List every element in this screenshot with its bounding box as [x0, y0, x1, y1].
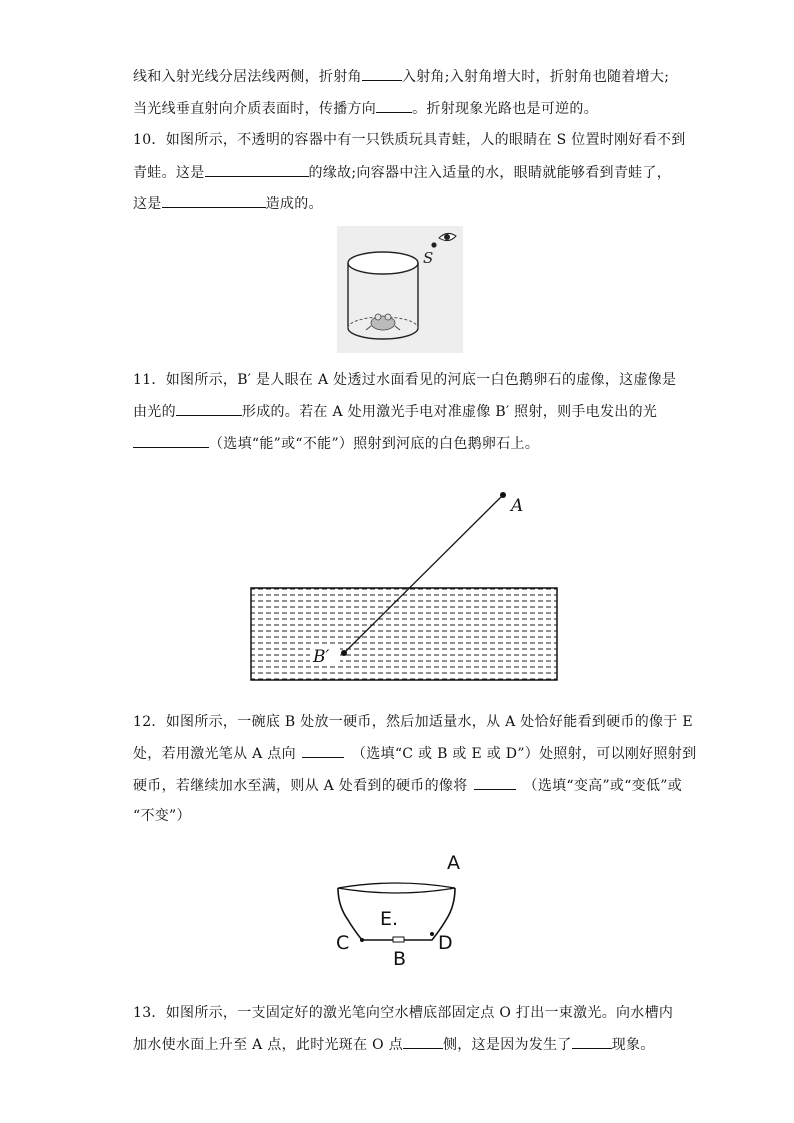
point-d-label: D — [438, 932, 453, 954]
point-a-label: A — [511, 496, 524, 516]
answer-blank[interactable] — [176, 401, 242, 416]
answer-blank[interactable] — [572, 1034, 612, 1049]
point-s-label: S — [423, 249, 434, 267]
q11-line-2 — [133, 401, 657, 422]
point-b-prime-label: B′ — [313, 647, 330, 667]
q10-text: 造成的。 — [265, 196, 323, 212]
q10-text: 的缘故;向容器中注入适量的水，眼睛就能够看到青蛙了， — [308, 165, 672, 181]
q9-text: 线和入射光线分居法线两侧，折射角 — [133, 69, 362, 85]
q10-text: 这是 — [133, 196, 162, 212]
q9-text: 入射角;入射角增大时，折射角也随着增大; — [401, 69, 670, 85]
answer-blank[interactable] — [205, 162, 309, 177]
point-a — [500, 492, 506, 498]
point-c-label: C — [336, 932, 350, 954]
answer-blank[interactable] — [376, 98, 412, 113]
q12-line-2 — [133, 743, 696, 764]
q9-line-2 — [133, 98, 598, 119]
point-e-label: E. — [380, 908, 399, 930]
q12-line-3 — [133, 775, 682, 796]
point-b-label: B — [393, 948, 407, 970]
q10-line-3 — [133, 193, 323, 214]
q13-text: 现象。 — [611, 1037, 655, 1053]
q10-text: 青蛙。这是 — [133, 165, 205, 181]
q11-line-3 — [133, 433, 539, 454]
q12-text: （选填“变高”或“变低”或 — [523, 778, 683, 794]
answer-blank[interactable] — [403, 1034, 443, 1049]
q12-line-1: 12．如图所示，一碗底 B 处放一硬币，然后加适量水，从 A 处恰好能看到硬币的像于 E — [133, 714, 693, 730]
q11-water-figure — [250, 484, 560, 684]
q9-line-1 — [133, 66, 669, 87]
q12-text: 硬币，若继续加水至满，则从 A 处看到的硬币的像将 — [133, 778, 468, 794]
answer-blank[interactable] — [302, 743, 344, 758]
q13-line-1: 13．如图所示，一支固定好的激光笔向空水槽底部固定点 O 打出一束激光。向水槽内 — [133, 1005, 674, 1021]
point-a-label: A — [447, 852, 460, 874]
water-region — [251, 588, 557, 680]
q13-text: 加水使水面上升至 A 点，此时光斑在 O 点 — [133, 1037, 403, 1053]
q9-text: 当光线垂直射向介质表面时，传播方向 — [133, 101, 377, 117]
q10-container-figure — [337, 226, 463, 353]
point-b-prime — [341, 650, 347, 656]
answer-blank[interactable] — [162, 193, 266, 208]
answer-blank[interactable] — [133, 433, 209, 448]
answer-blank[interactable] — [474, 775, 516, 790]
answer-blank[interactable] — [362, 66, 402, 81]
coin-icon — [393, 937, 404, 942]
q13-text: 侧，这是因为发生了 — [443, 1037, 572, 1053]
q13-line-2 — [133, 1034, 655, 1055]
q11-line-1: 11．如图所示，B′ 是人眼在 A 处透过水面看见的河底一白色鹅卵石的虚像，这虚像是 — [133, 372, 677, 388]
q12-line-4: “不变”） — [133, 808, 191, 824]
q10-line-1: 10．如图所示，不透明的容器中有一只铁质玩具青蛙，人的眼睛在 S 位置时刚好看不到 — [133, 132, 686, 148]
q12-bowl-figure — [330, 848, 480, 970]
q10-line-2 — [133, 162, 671, 183]
q11-text: 形成的。若在 A 处用激光手电对准虚像 B′ 照射，则手电发出的光 — [241, 404, 658, 420]
q12-text: （选填“C 或 B 或 E 或 D”）处照射，可以刚好照射到 — [351, 746, 697, 762]
q9-text: 。折射现象光路也是可逆的。 — [412, 101, 599, 117]
q12-text: 处，若用激光笔从 A 点向 — [133, 746, 296, 762]
q11-text: （选填“能”或“不能”）照射到河底的白色鹅卵石上。 — [209, 436, 540, 452]
q11-text: 由光的 — [133, 404, 176, 420]
